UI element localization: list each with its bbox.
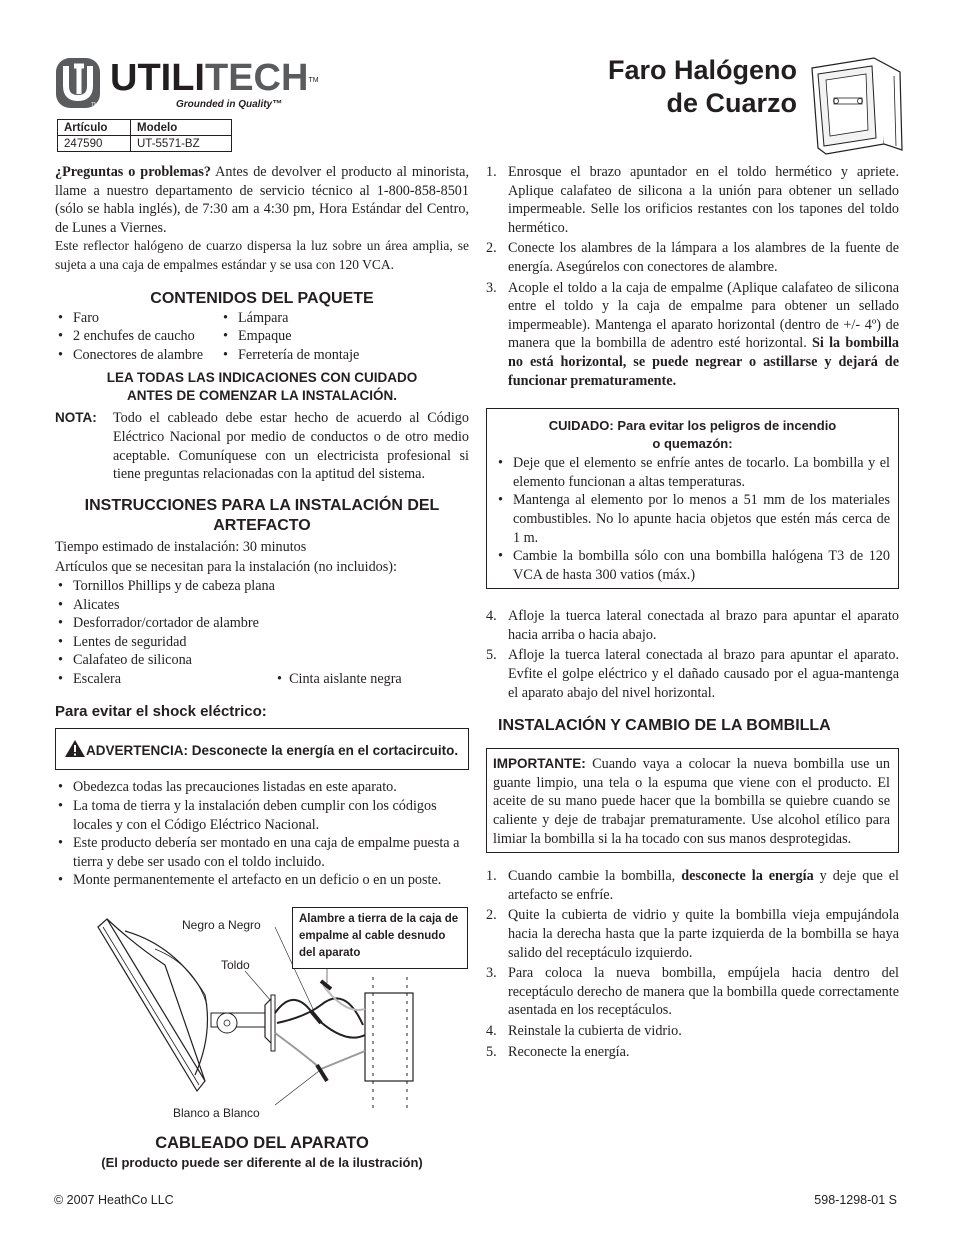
note-block — [55, 409, 469, 483]
list-item: • Tornillos Phillips y de cabeza plana — [55, 577, 469, 596]
item-model-table — [57, 119, 232, 152]
caution-box — [486, 408, 899, 589]
caution-heading: CUIDADO: Para evitar los peligros de incendio o quemazón: — [548, 418, 837, 452]
list-item: 4. Reinstale la cubierta de vidrio. — [486, 1022, 682, 1039]
note-label: NOTA: — [55, 410, 97, 426]
list-item: • Desforrador/cortador de alambre — [55, 614, 469, 633]
list-item: 3. Para coloca la nueva bombilla, empújela hacia dentro del receptáculo derecho de manera que la bombilla quede correctamente asentada en los receptáculos. — [486, 965, 899, 1019]
list-item: 3. Acople el toldo a la caja de empalme (Aplique calafateo de silicona entre el toldo y la caja de empalme para obtener un sellado impermeable). Mantenga el aparato horizontal (dentro de +/- 4º) de manera que la bombilla de adentro esté horizontal. Si la bombilla no está horizontal, se puede negrear o astillarse y dejará de funcionar prematuramente. — [486, 279, 900, 389]
shock-list — [55, 778, 469, 890]
wiring-caption — [55, 1133, 469, 1173]
left-column — [55, 163, 469, 890]
list-item: • Calafateo de silicona — [55, 651, 469, 670]
aim-steps — [486, 607, 899, 702]
list-item: • Este producto debería ser montado en una caja de empalme puesta a tierra y debe ser usado con el toldo incluido. — [55, 834, 469, 871]
list-item: 2. Conecte los alambres de la lámpara a los alambres de la fuente de energía. Asegúrelos con conectores de alambre. — [486, 240, 899, 275]
label-canopy: Toldo — [221, 958, 250, 972]
copyright: © 2007 HeathCo LLC — [54, 1193, 174, 1207]
contents-list — [55, 309, 469, 365]
note-text: Todo el cableado debe estar hecho de acuerdo al Código Eléctrico Nacional por medio de conductos o de otro medio aceptable. Comuníquese con un electricista profesional si tiene preguntas relacionadas con la aptitud del sistema. — [113, 410, 469, 483]
warning-triangle-icon — [64, 739, 86, 763]
table-cell: UT-5571-BZ — [131, 136, 232, 152]
list-item: • Empaque — [220, 327, 420, 346]
support-paragraph: ¿Preguntas o problemas? Antes de devolver el producto al minorista, llame a nuestro departamento de servicio técnico al 1-800-858-8501 (sólo se habla inglés), de 7:30 am a 4:30 pm, Hora Estándar del Centro, de Lunes a Viernes. — [55, 164, 469, 236]
table-header-cell: Artículo — [58, 120, 131, 136]
list-item: 4. Afloje la tuerca lateral conectada al brazo para apuntar el aparato hacia arriba o hacia abajo. — [486, 608, 899, 643]
list-item: • Deje que el elemento se enfríe antes de tocarlo. La bombilla y el elemento funcionan a altas temperaturas. — [495, 454, 890, 491]
contents-heading: CONTENIDOS DEL PAQUETE — [150, 289, 374, 307]
list-item: 5. Reconecte la energía. — [486, 1043, 630, 1060]
read-notice: LEA TODAS LAS INDICACIONES CON CUIDADO ANTES DE COMENZAR LA INSTALACIÓN. — [106, 370, 418, 404]
install-steps — [486, 163, 899, 390]
list-item: • Escalera • Cinta aislante negra — [55, 670, 469, 689]
list-item: • Monte permanentemente el artefacto en un deficio o en un poste. — [55, 871, 469, 890]
warning-box: ADVERTENCIA: Desconecte la energía en el cortacircuito. — [55, 728, 469, 770]
list-item: 1. Enrosque el brazo apuntador en el toldo hermético y apriete. Aplique calafateo de silicona a la unión para obtener un sellado impermeable. Selle los orificios restantes con los tapones del toldo hermético. — [486, 164, 899, 236]
wiring-heading: CABLEADO DEL APARATO — [155, 1134, 369, 1152]
list-item: • 2 enchufes de caucho — [55, 327, 220, 346]
brand-wordmark: UTILITECH™ — [110, 57, 319, 99]
brand-logo — [54, 56, 319, 112]
document-number: 598-1298-01 S — [814, 1193, 897, 1207]
needed-intro: Artículos que se necesitan para la instalación (no incluidos): — [55, 559, 397, 576]
install-heading: INSTRUCCIONES PARA LA INSTALACIÓN DEL ARTEFACTO — [84, 496, 440, 534]
important-box — [486, 748, 899, 853]
page-title: Faro Halógeno de Cuarzo — [607, 55, 797, 118]
bulb-steps — [486, 867, 899, 1061]
list-item: • La toma de tierra y la instalación deben cumplir con los códigos locales y con el Código Eléctrico Nacional. — [55, 797, 469, 834]
list-item: • Cambie la bombilla sólo con una bombilla halógena T3 de 120 VCA de hasta 300 vatios (máx.) — [495, 547, 890, 584]
label-white-to-white: Blanco a Blanco — [173, 1106, 260, 1120]
table-row — [58, 136, 232, 152]
list-item: • Conectores de alambre — [55, 346, 220, 365]
table-cell: 247590 — [58, 136, 131, 152]
wiring-subtitle: (El producto puede ser diferente al de la ilustración) — [101, 1155, 423, 1170]
list-item: 5. Afloje la tuerca lateral conectada al brazo para apuntar el aparato. Evfite el golpe eléctrico y el dañado causado por el agua-mantenga el aparato abajo del nivel horizontal. — [486, 647, 899, 701]
list-item: 2. Quite la cubierta de vidrio y quite la bombilla vieja empujándola hacia la derecha hasta que la parte izquierda de la bombilla se haya salido del receptáculo izquierdo. — [486, 907, 899, 961]
tools-list — [55, 577, 469, 689]
list-item: • Ferretería de montaje — [220, 346, 420, 365]
list-item: • Alicates — [55, 596, 469, 615]
important-text: IMPORTANTE: Cuando vaya a colocar la nueva bombilla use un guante limpio, una tela o la espuma que viene con el producto. El aceite de su mano puede hacer que la bombilla se quiebre cuando se caliente y deje de trabajar prematuramente. Use alcohol etílico para limiar la bombilla si la ha tocado con sus manos desprotegidas. — [493, 756, 890, 847]
ground-callout: Alambre a tierra de la caja de empalme al cable desnudo del aparato — [292, 907, 468, 969]
svg-text:TM: TM — [91, 102, 99, 108]
floodlight-icon — [804, 54, 904, 158]
right-column — [486, 163, 899, 1063]
time-estimate: Tiempo estimado de instalación: 30 minutos — [55, 538, 307, 555]
list-item: • Lentes de seguridad — [55, 633, 469, 652]
caution-list — [495, 454, 890, 584]
table-header-row — [58, 120, 232, 136]
list-item: • Mantenga al elemento por lo menos a 51 mm de los materiales combustibles. No lo apunte hacia objetos que estén más cerca de 1 m. — [495, 491, 890, 547]
brand-tagline: Grounded in Quality™ — [176, 99, 283, 110]
list-item: • Lámpara — [220, 309, 420, 328]
label-black-to-black: Negro a Negro — [182, 918, 261, 932]
list-item: 1. Cuando cambie la bombilla, desconecte la energía y deje que el artefacto se enfríe. — [486, 868, 899, 903]
shock-heading: Para evitar el shock eléctrico: — [55, 703, 267, 721]
list-item: • Obedezca todas las precauciones listadas en este aparato. — [55, 778, 469, 797]
table-header-cell: Modelo — [131, 120, 232, 136]
bulb-heading: INSTALACIÓN Y CAMBIO DE LA BOMBILLA — [498, 717, 831, 735]
list-item: • Faro — [55, 309, 220, 328]
product-description: Este reflector halógeno de cuarzo dispersa la luz sobre un área amplia, se sujeta a una caja de empalmes estándar y se usa con 120 VCA. — [55, 238, 469, 272]
